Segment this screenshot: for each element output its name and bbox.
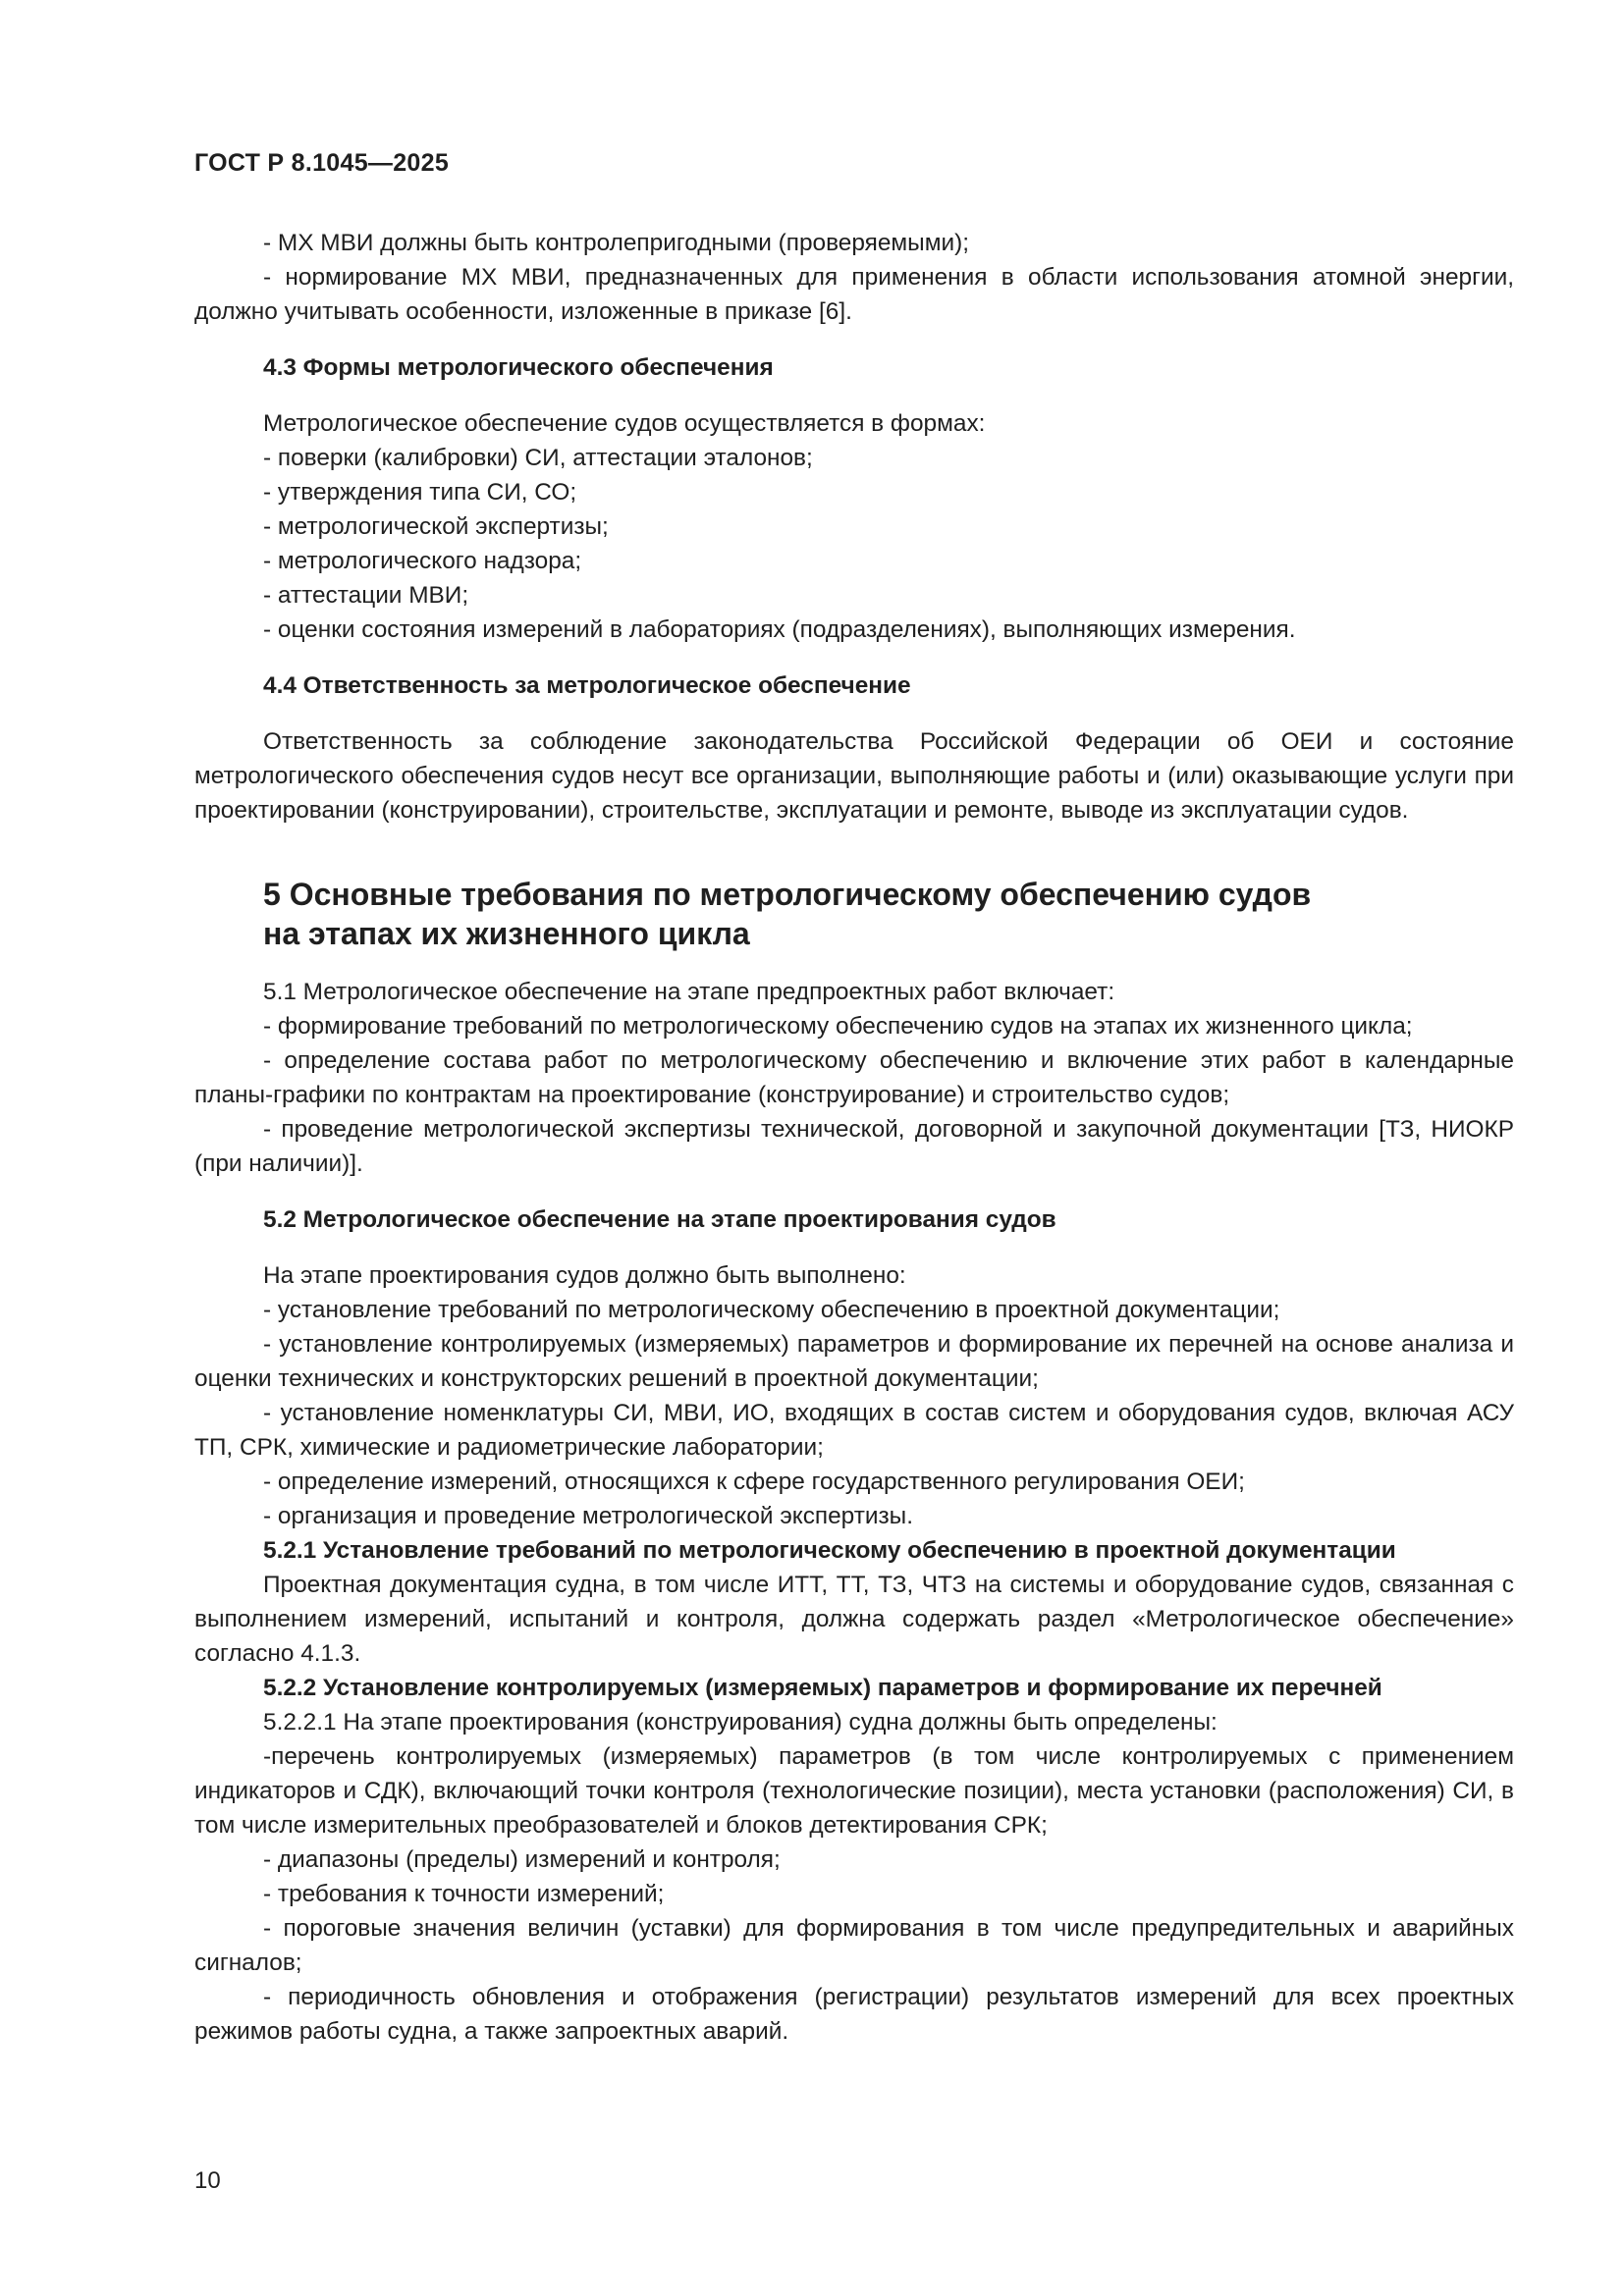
section-5-heading-line1: 5 Основные требования по метрологическому обеспечению судов [263, 877, 1312, 912]
section-5-2-2-heading: 5.2.2 Установление контролируемых (измеряемых) параметров и формирование их перечней [263, 1675, 1382, 1701]
section-5-2-1-text: Проектная документация судна, в том числе ИТТ, ТТ, ТЗ, ЧТЗ на системы и оборудование судов, связанная с выполнением измерений, испытаний и контроля, должна содержать раздел «Метрологическое обеспечение» согласно 4.1.3. [194, 1572, 1514, 1667]
list-item: - оценки состояния измерений в лабораториях (подразделениях), выполняющих измерения. [263, 616, 1296, 643]
section-4-4-heading: 4.4 Ответственность за метрологическое обеспечение [263, 672, 911, 699]
list-item: - организация и проведение метрологической экспертизы. [263, 1503, 913, 1529]
list-item: - утверждения типа СИ, СО; [263, 479, 577, 506]
list-item: -перечень контролируемых (измеряемых) параметров (в том числе контролируемых с применением индикаторов и СДК), включающий точки контроля (технологические позиции), места установки (расположения) СИ, в том числе измерительных преобразователей и блоков детектирования СРК; [194, 1743, 1514, 1839]
list-item: - метрологического надзора; [263, 548, 582, 574]
list-item: - пороговые значения величин (уставки) для формирования в том числе предупредительных и аварийных сигналов; [194, 1915, 1514, 1976]
section-5-heading-line2: на этапах их жизненного цикла [263, 916, 750, 951]
list-item: - установление требований по метрологическому обеспечению в проектной документации; [263, 1297, 1280, 1323]
list-item: - нормирование МХ МВИ, предназначенных для применения в области использования атомной энергии, должно учитывать особенности, изложенные в приказе [6]. [194, 264, 1514, 325]
list-item: - определение измерений, относящихся к сфере государственного регулирования ОЕИ; [263, 1468, 1245, 1495]
list-item: - периодичность обновления и отображения (регистрации) результатов измерений для всех проектных режимов работы судна, а также запроектных аварий. [194, 1984, 1514, 2045]
list-item: - формирование требований по метрологическому обеспечению судов на этапах их жизненного цикла; [263, 1013, 1413, 1040]
list-item: - диапазоны (пределы) измерений и контроля; [263, 1846, 781, 1873]
list-item: - проведение метрологической экспертизы технической, договорной и закупочной документации [ТЗ, НИОКР (при наличии)]. [194, 1116, 1514, 1177]
section-5-heading [194, 875, 1514, 953]
section-4-3-intro: Метрологическое обеспечение судов осуществляется в формах: [263, 410, 986, 437]
standard-code-header: ГОСТ Р 8.1045—2025 [194, 149, 450, 177]
list-item: - поверки (калибровки) СИ, аттестации эталонов; [263, 445, 813, 471]
section-4-4-text: Ответственность за соблюдение законодательства Российской Федерации об ОЕИ и состояние метрологического обеспечения судов несут все организации, выполняющие работы и (или) оказывающие услуги при проектировании (конструировании), строительстве, эксплуатации и ремонте, выводе из эксплуатации судов. [194, 728, 1514, 824]
list-item: - определение состава работ по метрологическому обеспечению и включение этих работ в календарные планы-графики по контрактам на проектирование (конструирование) и строительство судов; [194, 1047, 1514, 1108]
document-body [194, 226, 1514, 2049]
list-item: - установление номенклатуры СИ, МВИ, ИО, входящих в состав систем и оборудования судов, включая АСУ ТП, СРК, химические и радиометрические лаборатории; [194, 1400, 1514, 1461]
list-item: - аттестации МВИ; [263, 582, 469, 609]
list-item: - метрологической экспертизы; [263, 513, 609, 540]
section-5-2-1-heading: 5.2.1 Установление требований по метрологическому обеспечению в проектной документации [263, 1537, 1396, 1564]
section-5-2-heading: 5.2 Метрологическое обеспечение на этапе проектирования судов [263, 1206, 1056, 1233]
section-5-1-intro: 5.1 Метрологическое обеспечение на этапе предпроектных работ включает: [263, 979, 1115, 1005]
page-number: 10 [194, 2167, 221, 2194]
section-4-3-heading: 4.3 Формы метрологического обеспечения [263, 354, 774, 381]
list-item: - требования к точности измерений; [263, 1881, 665, 1907]
section-5-2-2-1-intro: 5.2.2.1 На этапе проектирования (конструирования) судна должны быть определены: [263, 1709, 1218, 1735]
list-item: - установление контролируемых (измеряемых) параметров и формирование их перечней на основе анализа и оценки технических и конструкторских решений в проектной документации; [194, 1331, 1514, 1392]
section-5-2-intro: На этапе проектирования судов должно быть выполнено: [263, 1262, 906, 1289]
list-item: - МХ МВИ должны быть контролепригодными (проверяемыми); [263, 230, 969, 256]
